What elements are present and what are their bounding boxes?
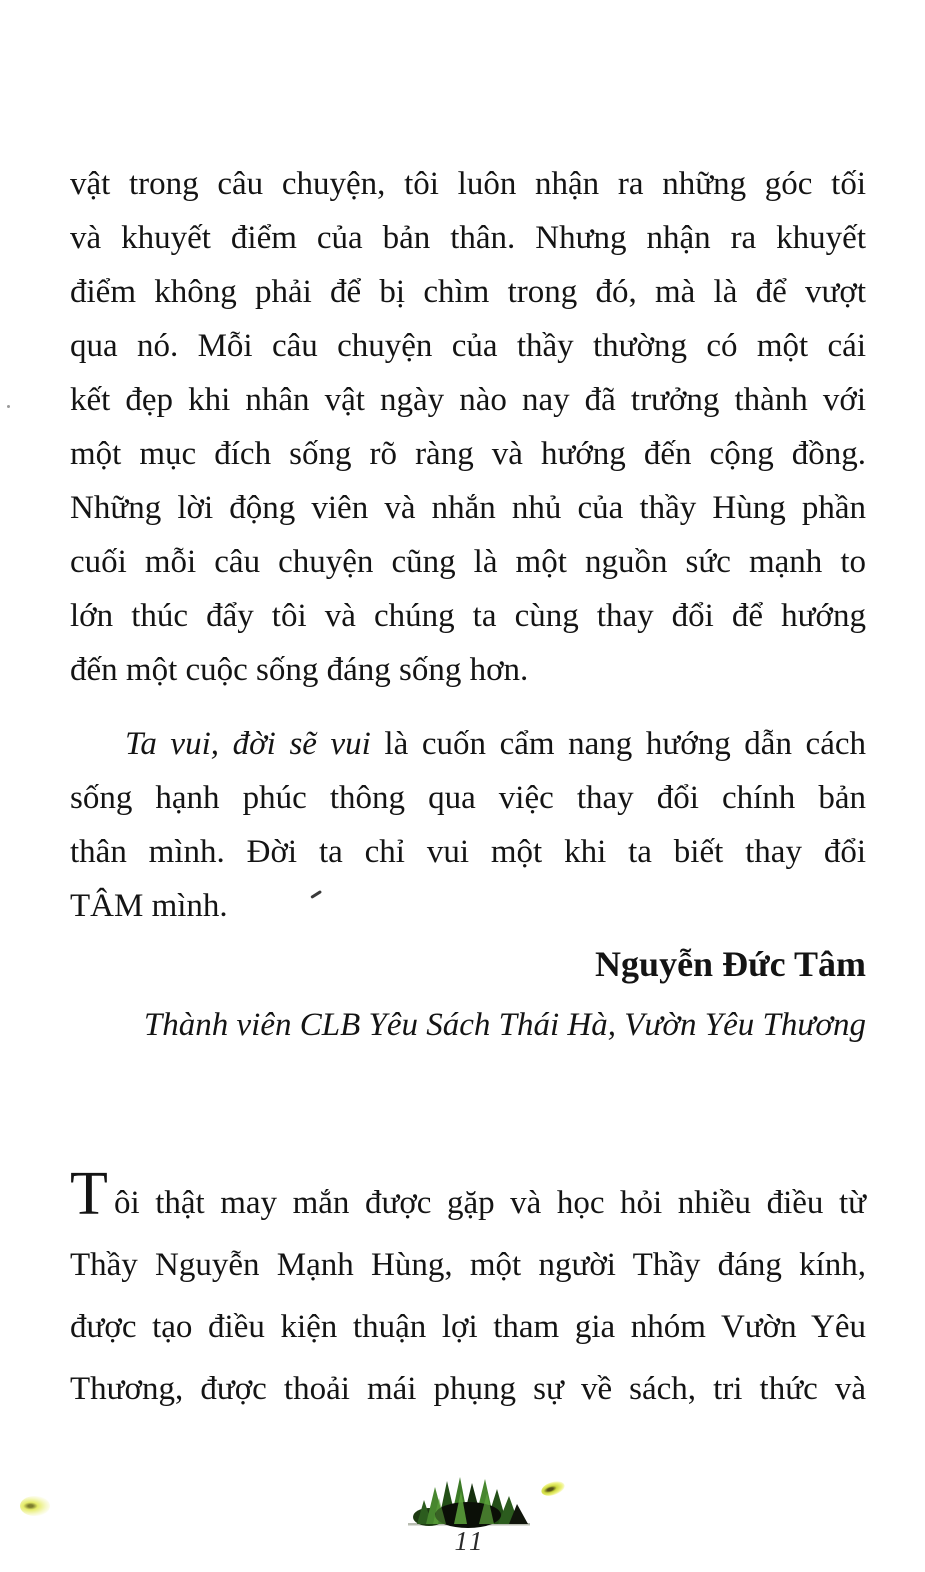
body-line (70, 1160, 866, 1234)
body-line: TÂM mình. (70, 888, 228, 924)
body-line: đến một cuộc sống đáng sống hơn. (70, 652, 529, 688)
body-line: vật trong câu chuyện, tôi luôn nhận ra những góc tối (70, 166, 866, 202)
scan-speck-dot (7, 405, 10, 408)
body-line: sống hạnh phúc thông qua việc thay đổi chính bản (70, 780, 866, 816)
body-line: lớn thúc đẩy tôi và chúng ta cùng thay đổi để hướng (70, 598, 866, 634)
body-line: thân mình. Đời ta chỉ vui một khi ta biết thay đổi (70, 834, 866, 870)
page-number: 11 (454, 1526, 486, 1556)
book-title-italic: Ta vui, đời sẽ vui (125, 726, 371, 762)
body-line: điểm không phải để bị chìm trong đó, mà là để vượt (70, 274, 866, 310)
signature-affiliation: Thành viên CLB Yêu Sách Thái Hà, Vườn Yêu Thương (143, 1007, 866, 1043)
paragraph-2 (70, 717, 866, 933)
firefly-speck-icon (540, 1479, 567, 1499)
grass-clump-svg (405, 1474, 535, 1530)
paragraph-1 (70, 157, 866, 697)
body-line: kết đẹp khi nhân vật ngày nào nay đã trưởng thành với (70, 382, 866, 418)
paragraph-3 (70, 1160, 866, 1420)
body-line: và khuyết điểm của bản thân. Nhưng nhận ra khuyết (70, 220, 866, 256)
body-line: cuối mỗi câu chuyện cũng là một nguồn sức mạnh to (70, 544, 866, 580)
scan-speck-yellow (20, 1496, 50, 1516)
body-line: Thương, được thoải mái phụng sự về sách, tri thức và (70, 1371, 866, 1407)
body-line-rest: là cuốn cẩm nang hướng dẫn cách (370, 726, 866, 762)
signature-name: Nguyễn Đức Tâm (595, 944, 866, 984)
body-line: được tạo điều kiện thuận lợi tham gia nhóm Vườn Yêu (70, 1309, 866, 1345)
grass-clump-ornament-icon (405, 1474, 535, 1530)
body-line: Thầy Nguyễn Mạnh Hùng, một người Thầy đáng kính, (70, 1247, 866, 1283)
body-line: Những lời động viên và nhắn nhủ của thầy Hùng phần (70, 490, 866, 526)
dropcap-letter: T (70, 1160, 108, 1228)
body-line: qua nó. Mỗi câu chuyện của thầy thường có một cái (70, 328, 866, 364)
body-line (70, 717, 866, 771)
body-line-rest: ôi thật may mắn được gặp và học hỏi nhiều điều từ (114, 1185, 866, 1221)
body-line: một mục đích sống rõ ràng và hướng đến cộng đồng. (70, 436, 866, 472)
